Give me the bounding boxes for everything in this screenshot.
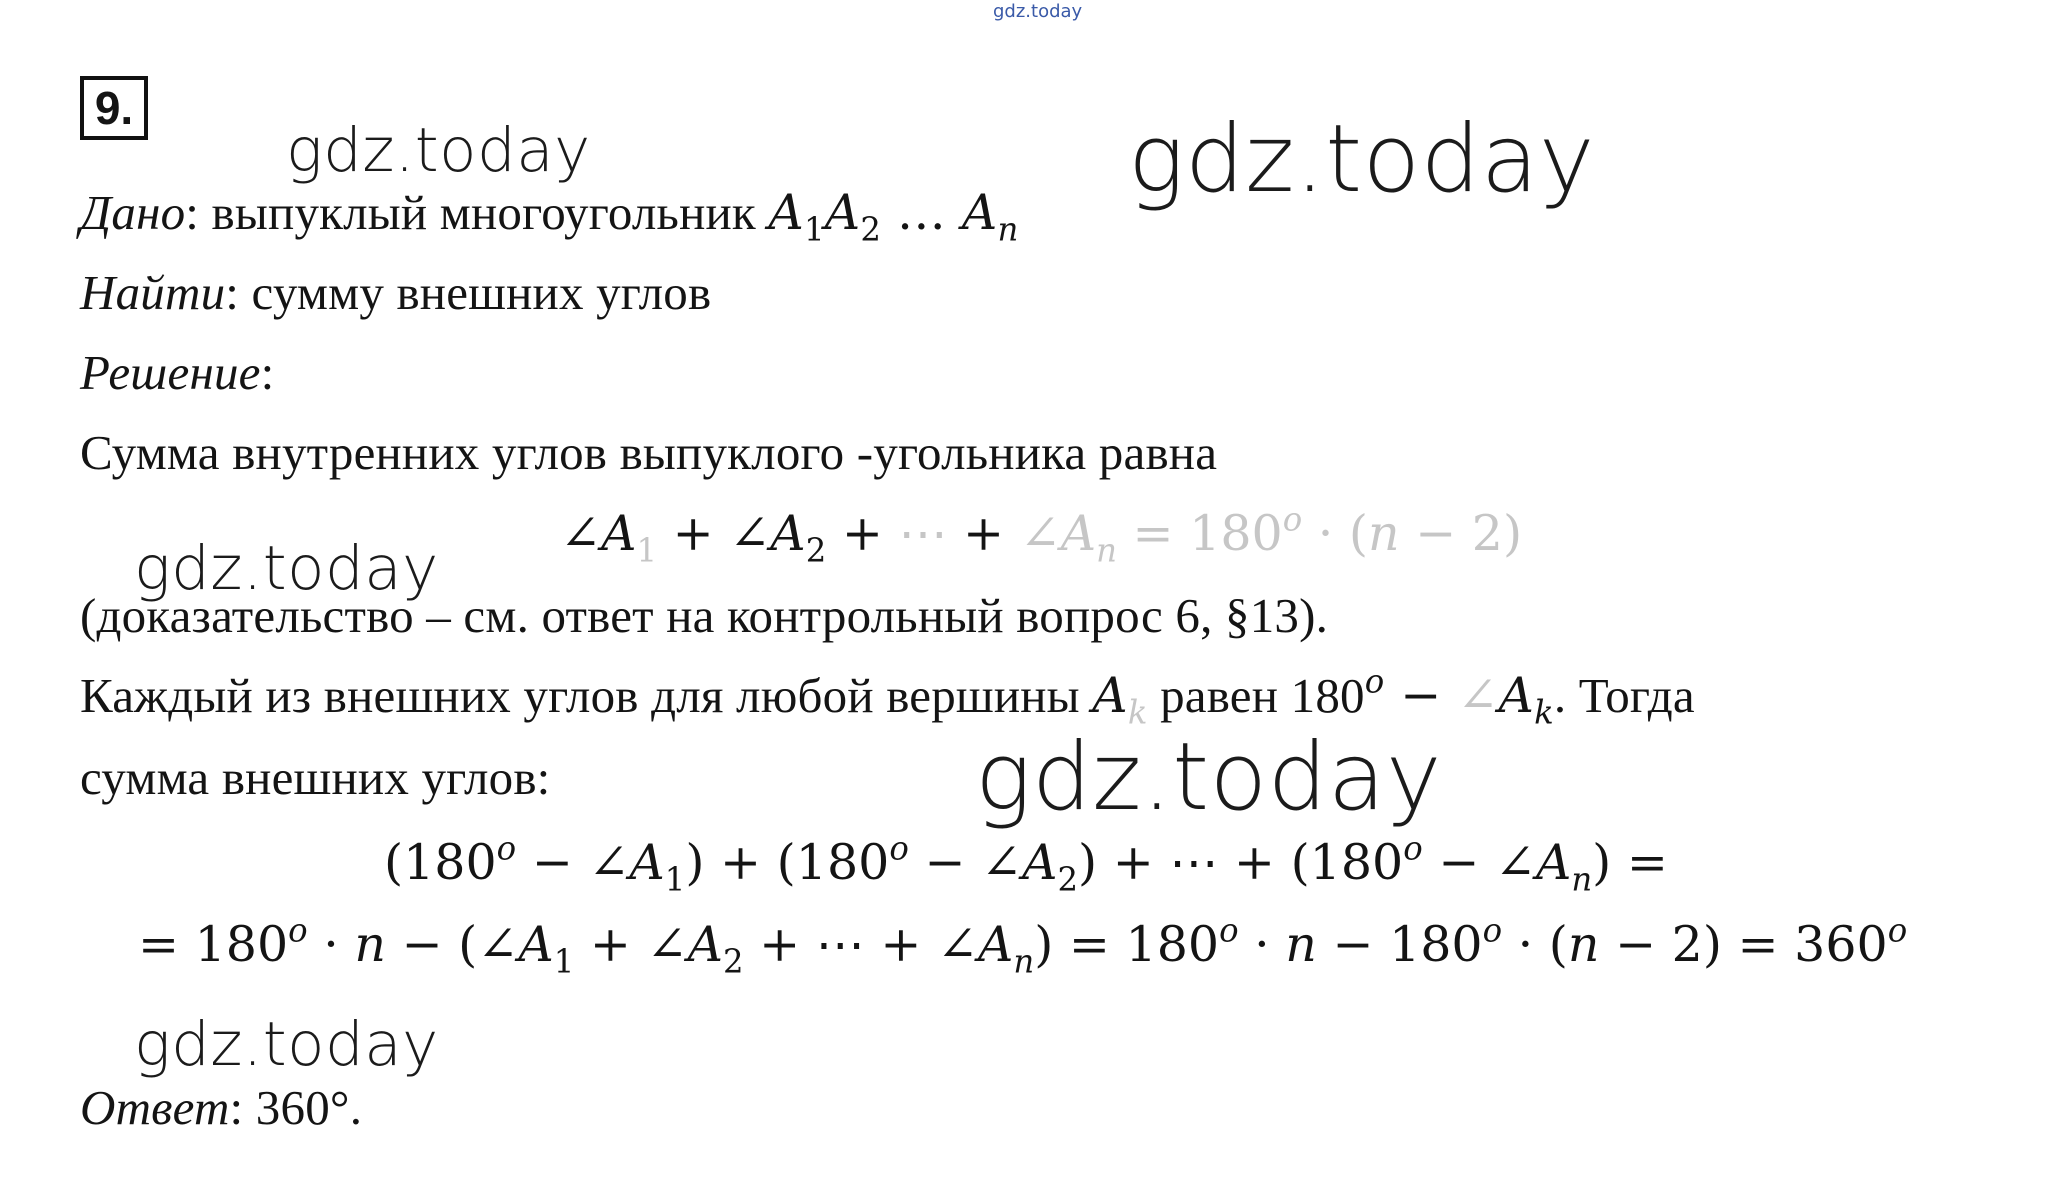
- para3-text-b: равен 180: [1147, 668, 1365, 723]
- watermark: gdz.today: [134, 1009, 439, 1080]
- equation-exterior-sum-line-1: ($180^o$ − $\angle A_1) + (180^o$ − $\angle A_2$) + ⋯ + ($180^o$ − $\angle A_n$) =: [384, 829, 1668, 899]
- paragraph-exterior-sum: сумма внешних углов:: [80, 750, 551, 805]
- given-label: Дано: [80, 185, 186, 240]
- paragraph-interior-sum: Сумма внутренних углов выпуклого -угольника равна: [80, 425, 1218, 480]
- find-line: [80, 265, 711, 321]
- equation-exterior-sum-line-2: = $180^o \cdot n$ − ($\angle A_1$ + $\angle A_2$ + ⋯ + $\angle A_n) = 180^o \cdot n - 180^o \cdot (n - 2) = 360^o$: [138, 911, 1908, 981]
- find-text: : сумму внешних углов: [225, 265, 712, 320]
- para3-text-c: . Тогда: [1553, 668, 1695, 723]
- eq1-tail: · (: [1302, 505, 1369, 562]
- given-text: : выпуклый многоугольник: [185, 185, 769, 240]
- top-watermark: gdz.today: [993, 1, 1083, 22]
- given-line: [80, 184, 1019, 249]
- watermark: gdz.today: [975, 723, 1443, 832]
- find-label: Найти: [80, 265, 226, 320]
- answer-text: : 360°.: [229, 1080, 363, 1135]
- solution-line: [80, 345, 274, 401]
- watermark: gdz.today: [286, 115, 591, 186]
- answer-line: [80, 1080, 362, 1136]
- paragraph-exterior-angle: Каждый из внешних углов для любой вершины $A_k$ равен $180^o$ − $\angle A_k$. Тогда: [80, 662, 1695, 732]
- eq1-rest: = 180: [1116, 505, 1283, 562]
- paragraph-proof-reference: (доказательство – см. ответ на контрольный вопрос 6, §13).: [80, 588, 1329, 643]
- para3-text-a: Каждый из внешних углов для любой вершины: [80, 668, 1093, 723]
- watermark: gdz.today: [134, 533, 439, 604]
- solution-colon: :: [260, 345, 275, 400]
- polygon-name: $A_1A_2$ … $A_n$: [768, 184, 1019, 249]
- answer-label: Ответ: [80, 1080, 230, 1135]
- equation-interior-sum: $\angle A_1$ + $\angle A_2$ + ⋯ + $\angle A_n = 180^o \cdot (n - 2)$: [560, 500, 1523, 570]
- watermark: gdz.today: [1128, 105, 1596, 214]
- task-number: 9.: [80, 76, 148, 140]
- solution-label: Решение: [80, 345, 261, 400]
